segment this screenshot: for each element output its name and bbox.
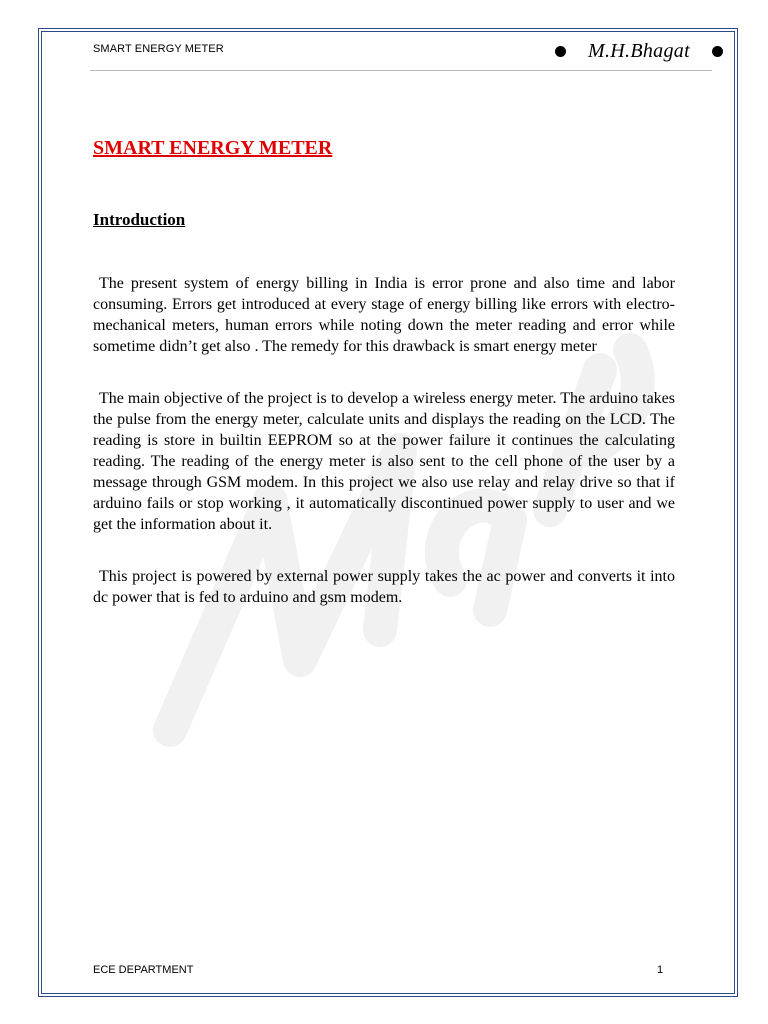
filled-circle-icon	[712, 46, 723, 57]
author-mark-group	[555, 36, 723, 66]
footer-department: ECE DEPARTMENT	[93, 964, 194, 976]
running-header-title: SMART ENERGY METER	[93, 43, 224, 55]
section-heading-introduction: Introduction	[93, 210, 186, 229]
document-title: SMART ENERGY METER	[93, 137, 333, 159]
author-mark: M.H.Bhagat	[588, 39, 690, 62]
paragraph-3: This project is powered by external power supply takes the ac power and converts it into dc power that is fed to arduino and gsm modem.	[93, 568, 675, 606]
header-divider	[90, 70, 712, 71]
paragraph-2: The main objective of the project is to develop a wireless energy meter. The arduino takes the pulse from the energy meter, calculate units and displays the reading on the LCD. The reading is store in builtin EEPROM so at the power failure it continues the calculating reading. The reading of the energy meter is also sent to the cell phone of the user by a message through GSM modem. In this project we also use relay and relay drive so that if arduino fails or stop working , it automatically discontinued power supply to user and we get the information about it.	[93, 390, 675, 533]
paragraph-1: The present system of energy billing in India is error prone and also time and labor consuming. Errors get introduced at every stage of energy billing like errors with electro-mechanical meters, human errors while noting down the meter reading and error while sometime didn’t get also . The remedy for this drawback is smart energy meter	[93, 275, 675, 355]
page-number: 1	[657, 964, 664, 976]
filled-circle-icon	[555, 46, 566, 57]
body-text	[93, 273, 675, 639]
